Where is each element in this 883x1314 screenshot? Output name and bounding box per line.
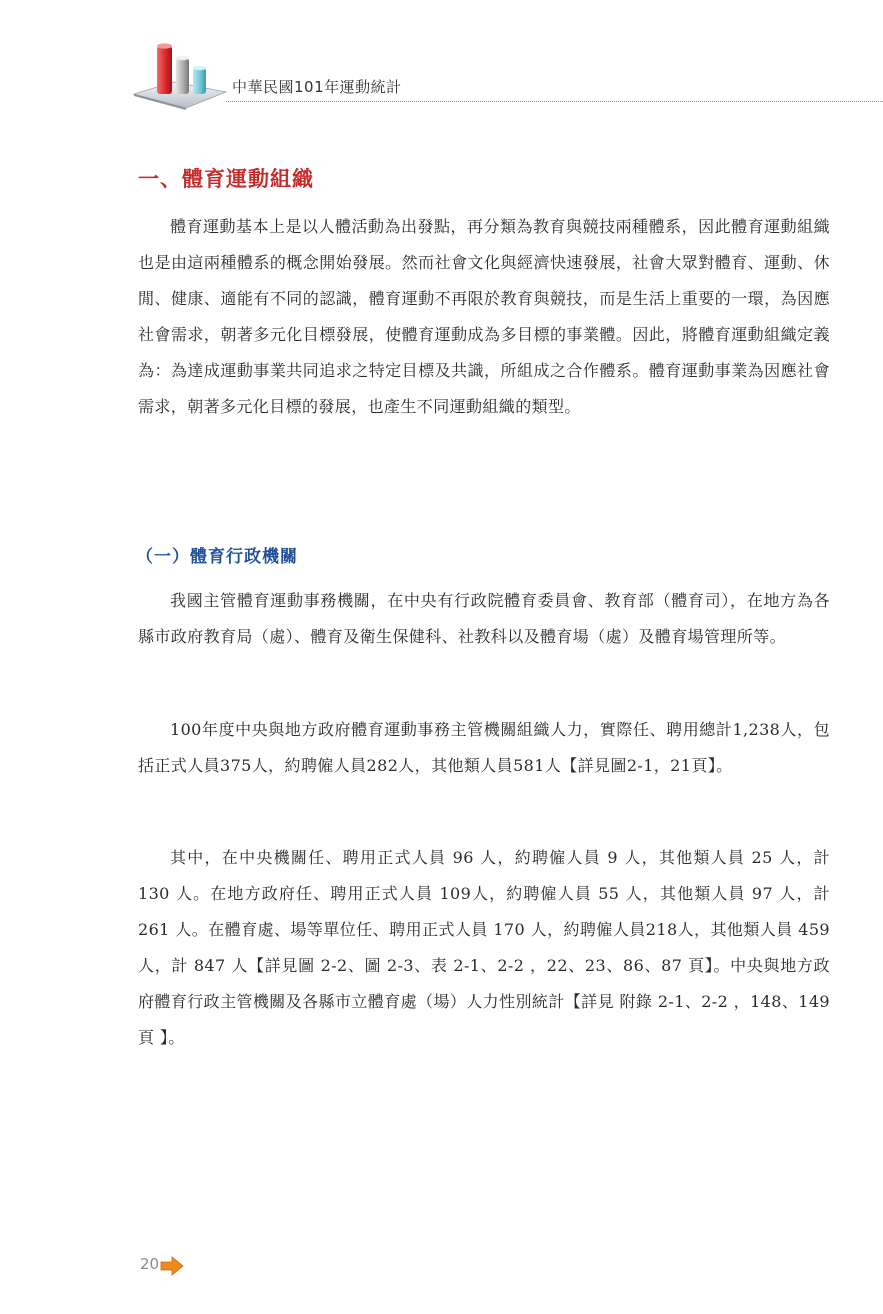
bar-chart-icon bbox=[132, 38, 228, 110]
section-heading: 一、體育運動組織 bbox=[138, 166, 314, 191]
body-paragraph: 我國主管體育運動事務機關，在中央有行政院體育委員會、教育部（體育司），在地方為各縣市政府教育局（處）、體育及衛生保健科、社教科以及體育場（處）及體育場管理所等。 bbox=[138, 591, 830, 646]
body-paragraph: 其中，在中央機關任、聘用正式人員 96 人，約聘僱人員 9 人，其他類人員 25 人，計 130 人。在地方政府任、聘用正式人員 109人，約聘僱人員 55 人，其他類人員 97 人，計 261 人。在體育處、場等單位任、聘用正式人員 170 人，約聘僱人員218人，其他類人員 459 人，計 847 人【詳見圖 2-2、圖 2-3、表 2-1、2-2 ，22、23、86、87 頁】。中央與地方政府體育行政主管機關及各縣市立體育處（場）人力性別統計【詳見 附錄 2-1、2-2 ，148、149 頁 】。 bbox=[138, 848, 830, 1047]
arrow-right-icon bbox=[160, 1256, 184, 1276]
page-header bbox=[0, 0, 883, 120]
header-divider bbox=[226, 101, 883, 102]
subsection-heading: （一）體育行政機關 bbox=[136, 547, 298, 567]
body-paragraph: 100年度中央與地方政府體育運動事務主管機關組織人力，實際任、聘用總計1,238人，包括正式人員375人，約聘僱人員282人，其他類人員581人【詳見圖2-1，21頁】。 bbox=[138, 720, 830, 775]
publication-title: 中華民國101年運動統計 bbox=[232, 78, 402, 96]
page-number: 20 bbox=[140, 1255, 160, 1273]
intro-paragraph: 體育運動基本上是以人體活動為出發點，再分類為教育與競技兩種體系，因此體育運動組織也是由這兩種體系的概念開始發展。然而社會文化與經濟快速發展，社會大眾對體育、運動、休閒、健康、適能有不同的認識，體育運動不再限於教育與競技，而是生活上重要的一環，為因應社會需求，朝著多元化目標發展，使體育運動成為多目標的事業體。因此，將體育運動組織定義為：為達成運動事業共同追求之特定目標及共識，所組成之合作體系。體育運動事業為因應社會需求，朝著多元化目標的發展，也產生不同運動組織的類型。 bbox=[138, 217, 830, 416]
